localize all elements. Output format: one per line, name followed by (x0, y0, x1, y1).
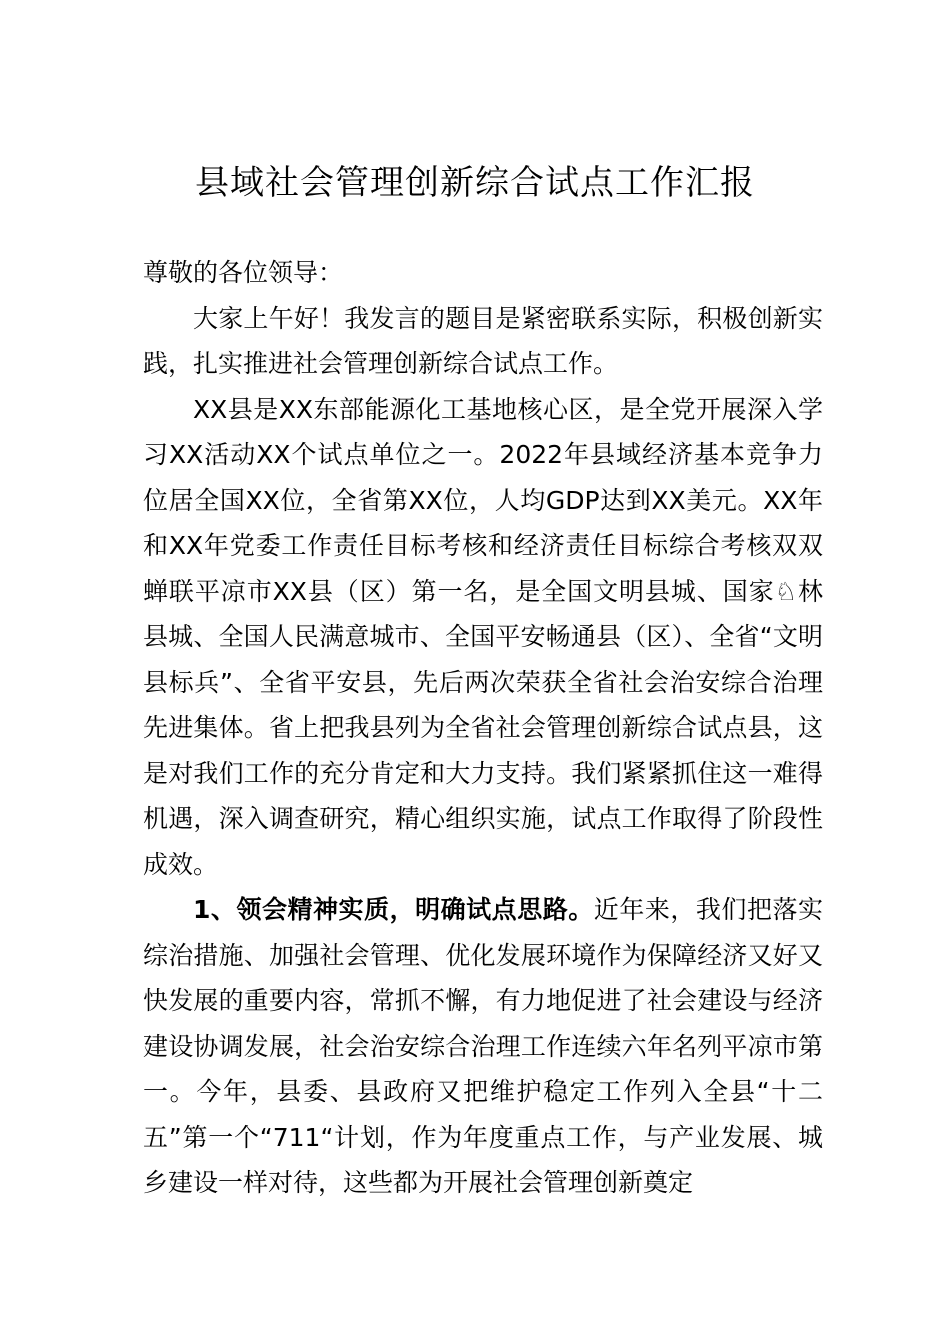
salutation: 尊敬的各位领导： (143, 258, 344, 287)
section-1-text: 近年来，我们把落实综治措施、加强社会管理、优化发展环境作为保障经济又好又快发展的重要内容，常抓不懈，有力地促进了社会建设与经济建设协调发展，社会治安综合治理工作连续六年名列平凉市第一。今年，县委、县政府又把维护稳定工作列入全县“十二五”第一个“711“计划，作为年度重点工作，与产业发展、城乡建设一样对待，这些都为开展社会管理创新奠定 (143, 895, 823, 1197)
paragraph-county-overview: XX县是XX东部能源化工基地核心区，是全党开展深入学习XX活动XX个试点单位之一。2022年县域经济基本竞争力位居全国XX位，全省第XX位，人均GDP达到XX美元。XX年和XX年党委工作责任目标考核和经济责任目标综合考核双双蝉联平凉市XX县（区）第一名，是全国文明县城、国家♘林县城、全国人民满意城市、全国平安畅通县（区）、全省“文明县标兵”、全省平安县，先后两次荣获全省社会治安综合治理先进集体。省上把我县列为全省社会管理创新综合试点县，这是对我们工作的充分肯定和大力支持。我们紧紧抓住这一难得机遇，深入调查研究，精心组织实施，试点工作取得了阶段性成效。 (143, 394, 823, 879)
paragraph-opening: 大家上午好！我发言的题目是紧密联系实际，积极创新实践，扎实推进社会管理创新综合试点工作。 (143, 303, 823, 378)
document-title: 县域社会管理创新综合试点工作汇报 (195, 163, 755, 203)
section-1-heading: 1、领会精神实质，明确试点思路。 (193, 895, 594, 924)
document-body (143, 250, 823, 1206)
paragraph-section-1 (143, 887, 823, 1206)
